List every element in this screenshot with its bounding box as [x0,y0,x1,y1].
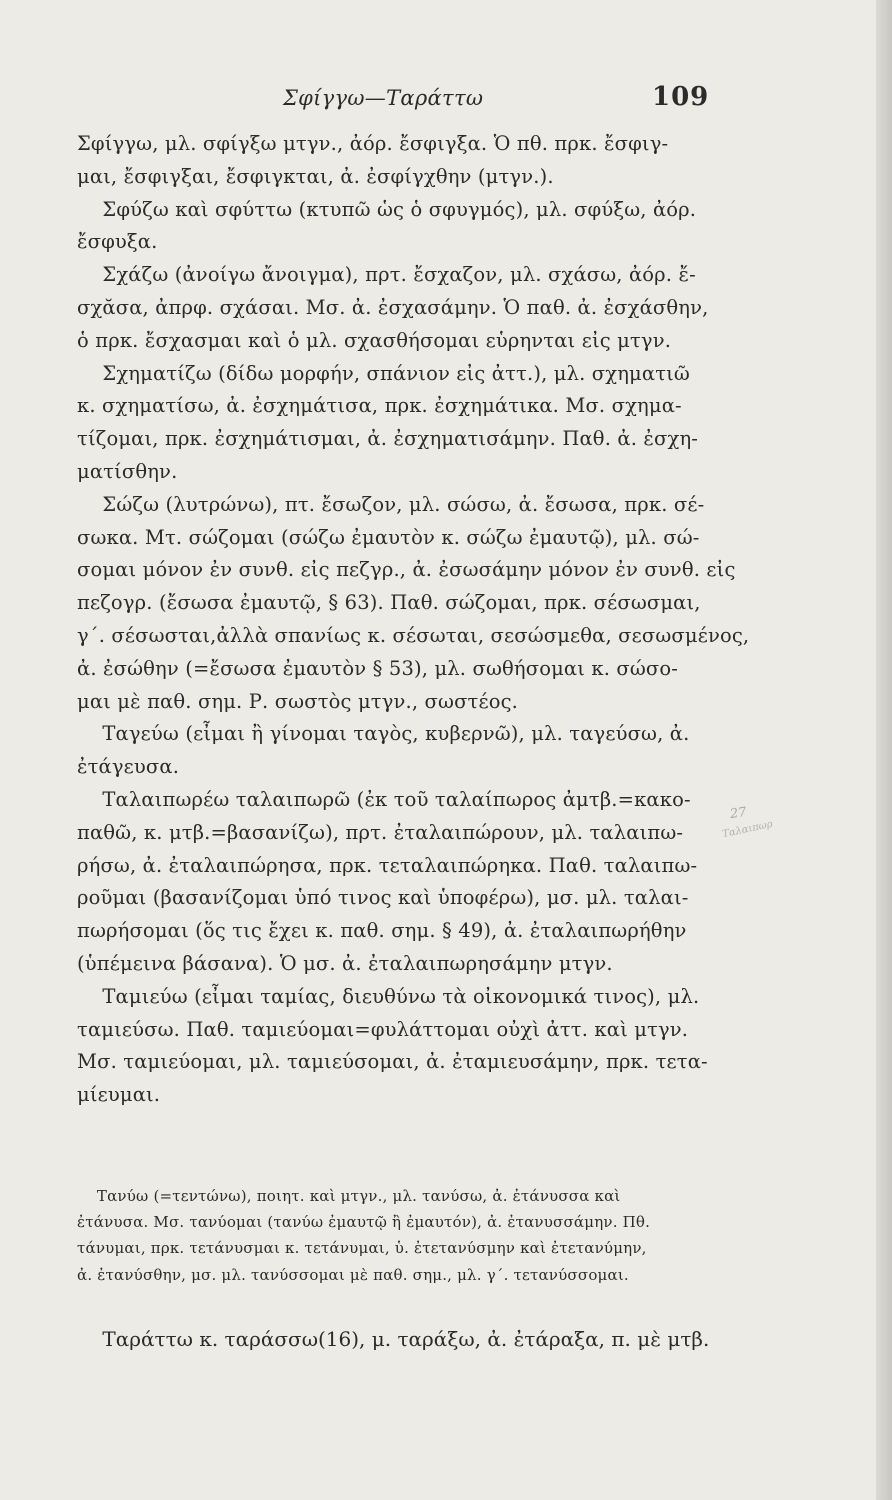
text-line: μαι, ἔσφιγξαι, ἔσφιγκται, ἀ. ἐσφίγχθην (μτγν.). [77,164,554,188]
text-line: ἀ. ἐσώθην (=ἔσωσα ἐμαυτὸν § 53), μλ. σωθήσομαι κ. σώσο- [77,656,679,680]
text-line: ροῦμαι (βασανίζομαι ὑπό τινος καὶ ὑποφέρω), μσ. μλ. ταλαι- [77,886,689,910]
text-line: Ταμιεύω (εἶμαι ταμίας, διευθύνω τὰ οἰκονομικά τινος), μλ. [77,984,700,1008]
text-line: ρήσω, ἀ. ἐταλαιπώρησα, πρκ. τεταλαιπώρηκα. Παθ. ταλαιπω- [77,853,698,877]
text-line: ἔσφυξα. [77,230,158,254]
small-text-line: Τανύω (=τεντώνω), ποιητ. καὶ μτγν., μλ. τανύσω, ἀ. ἐτάνυσσα καὶ [77,1187,621,1205]
page-edge-shadow [876,0,892,1500]
text-line: κ. σχηματίσω, ἀ. ἐσχημάτισα, πρκ. ἐσχημάτικα. Μσ. σχημα- [77,394,682,418]
text-line: Μσ. ταμιεύομαι, μλ. ταμιεύσομαι, ἀ. ἐταμιευσάμην, πρκ. τετα- [77,1050,708,1074]
page-header [0,82,892,122]
text-line: σωκα. Μτ. σώζομαι (σώζω ἐμαυτὸν κ. σώζω ἐμαυτῷ), μλ. σώ- [77,525,700,549]
text-line: Σχηματίζω (δίδω μορφήν, σπάνιον εἰς ἀττ.), μλ. σχηματιῶ [77,361,690,385]
text-line: Ταγεύω (εἶμαι ἢ γίνομαι ταγὸς, κυβερνῶ), μλ. ταγεύσω, ἀ. [77,722,690,746]
text-line: τίζομαι, πρκ. ἐσχημάτισμαι, ἀ. ἐσχηματισάμην. Παθ. ἀ. ἐσχη- [77,427,699,451]
text-line: Σφίγγω, μλ. σφίγξω μτγν., ἀόρ. ἔσφιγξα. Ὁ πθ. πρκ. ἔσφιγ- [77,132,669,155]
text-line: σχᾰσα, ἀπρφ. σχάσαι. Μσ. ἀ. ἐσχασάμην. Ὁ παθ. ἀ. ἐσχάσθην, [77,295,709,319]
text-line: πωρήσομαι (ὅς τις ἔχει κ. παθ. σημ. § 49), ἀ. ἐταλαιπωρήθην [77,919,687,943]
text-line: ταμιεύσω. Παθ. ταμιεύομαι=φυλάττομαι οὐχὶ ἀττ. καὶ μτγν. [77,1017,689,1041]
running-head: Σφίγγω—Ταράττω [283,86,484,110]
small-text-line: τάνυμαι, πρκ. τετάνυσμαι κ. τετάνυμαι, ὑ. ἐτετανύσμην καὶ ἐτετανύμην, [77,1239,647,1258]
text-line: πεζογρ. (ἔσωσα ἐμαυτῷ, § 63). Παθ. σώζομαι, πρκ. σέσωσμαι, [77,591,701,615]
text-line: Ταράττω κ. ταράσσω(16), μ. ταράξω, ἀ. ἐτάραξα, π. μὲ μτβ. [77,1327,710,1351]
text-line: (ὑπέμεινα βάσανα). Ὁ μσ. ἀ. ἐταλαιπωρησάμην μτγν. [77,951,613,975]
page-number: 109 [652,82,710,112]
text-line: γ΄. σέσωσται,ἀλλὰ σπανίως κ. σέσωται, σεσώσμεθα, σεσωσμένος, [77,623,750,647]
text-line: μίευμαι. [77,1083,161,1107]
text-line: παθῶ, κ. μτβ.=βασανίζω), πρτ. ἐταλαιπώρουν, μλ. ταλαιπω- [77,820,684,844]
margin-annotation: Ταλαιπωρ [721,818,774,841]
text-line: σομαι μόνον ἐν συνθ. εἰς πεζγρ., ἀ. ἐσωσάμην μόνον ἐν συνθ. εἰς [77,558,736,582]
small-text-line: ἀ. ἐτανύσθην, μσ. μλ. τανύσσομαι μὲ παθ. σημ., μλ. γ΄. τετανύσσομαι. [77,1265,629,1284]
text-line: ὁ πρκ. ἔσχασμαι καὶ ὁ μλ. σχασθήσομαι εὑρηνται εἰς μτγν. [77,328,672,352]
text-line: ματίσθην. [77,459,178,483]
text-line: Σώζω (λυτρώνω), πτ. ἔσωζον, μλ. σώσω, ἀ. ἔσωσα, πρκ. σέ- [77,492,705,516]
text-line: ἐτάγευσα. [77,755,180,779]
margin-annotation: 27 [729,804,748,823]
small-text-line: ἐτάνυσα. Μσ. τανύομαι (τανύω ἐμαυτῷ ἢ ἐμαυτόν), ἀ. ἐτανυσσάμην. Πθ. [77,1213,651,1232]
text-line: μαι μὲ παθ. σημ. Ρ. σωστὸς μτγν., σωστέος. [77,689,519,713]
small-print-entry [77,1183,727,1288]
text-line: Σχάζω (ἀνοίγω ἄνοιγμα), πρτ. ἔσχαζον, μλ. σχάσω, ἀόρ. ἔ- [77,263,696,287]
last-entry [77,1323,727,1355]
text-line: Ταλαιπωρέω ταλαιπωρῶ (ἐκ τοῦ ταλαίπωρος ἀμτβ.=κακο- [77,787,691,811]
text-line: Σφύζω καὶ σφύττω (κτυπῶ ὡς ὁ σφυγμός), μλ. σφύξω, ἀόρ. [77,197,697,221]
